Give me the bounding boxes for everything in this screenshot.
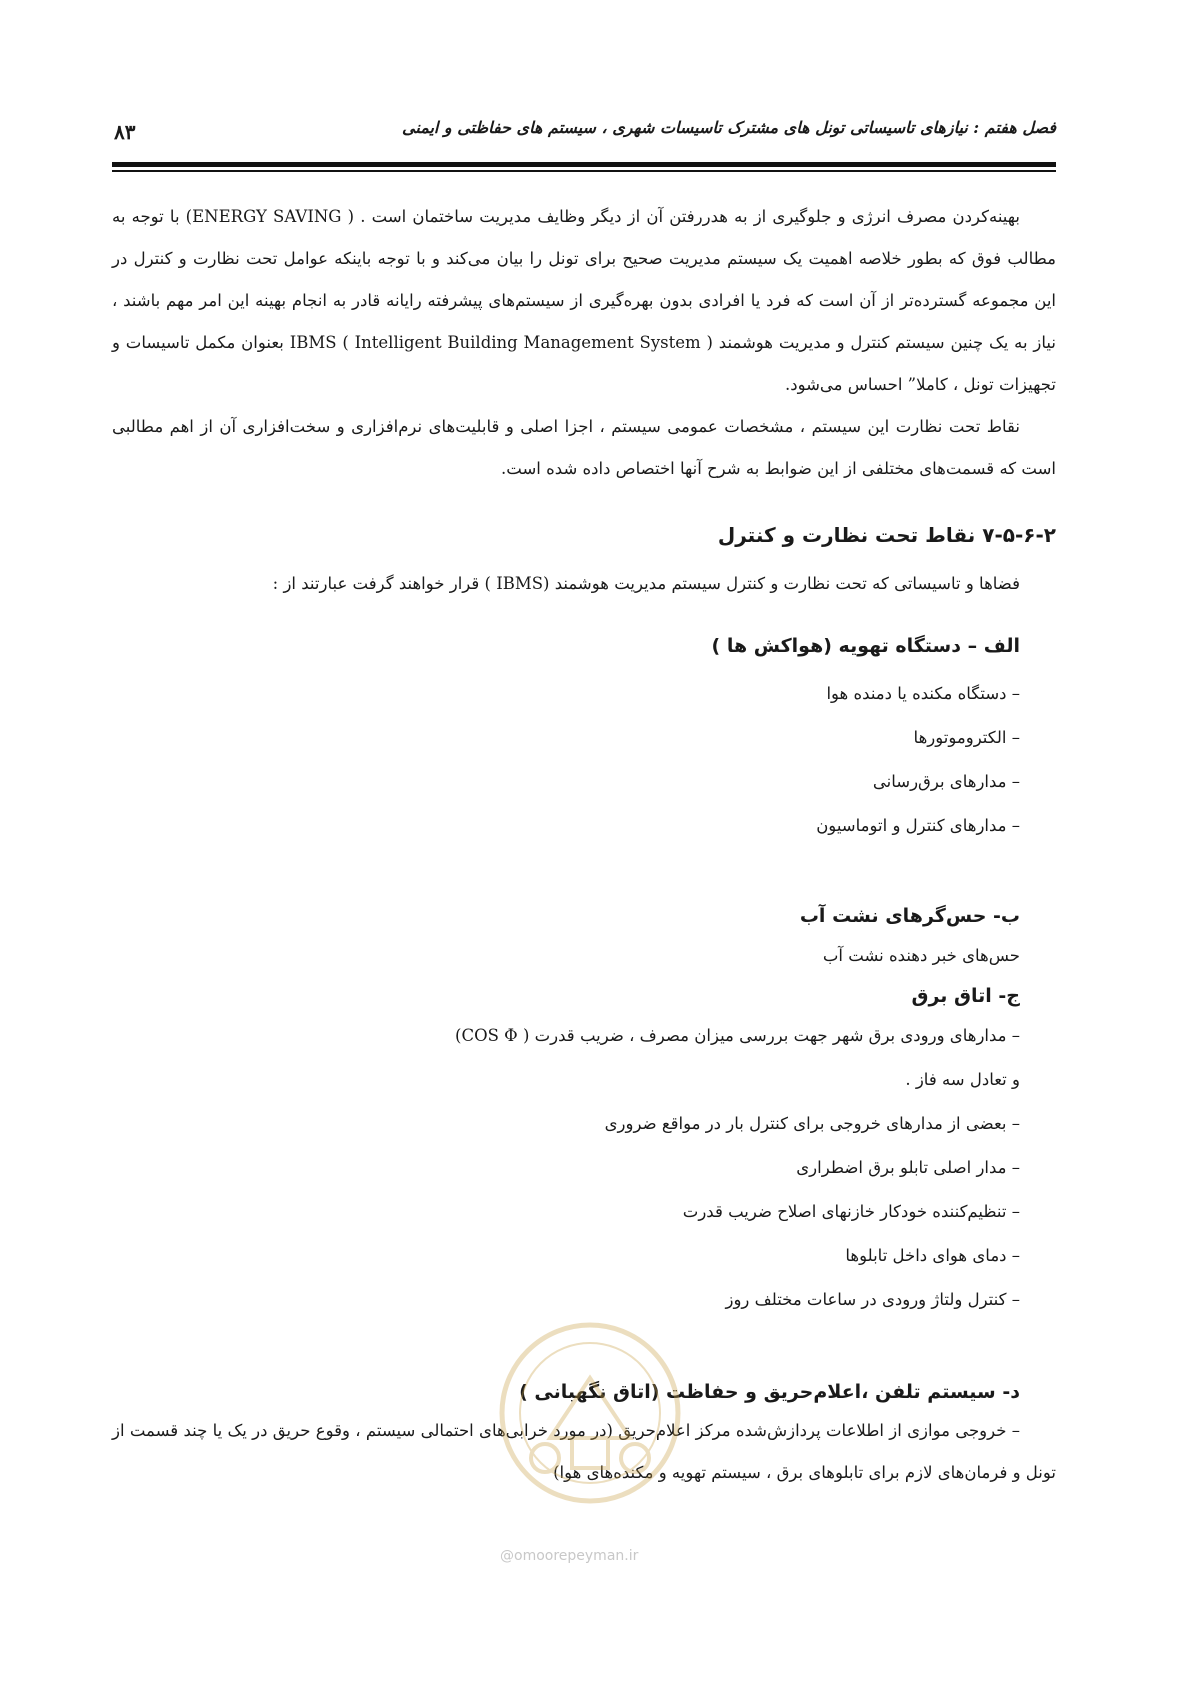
group-c-list (112, 1014, 1056, 1322)
page-body (112, 196, 1056, 1494)
group-d-heading: د- سیستم تلفن ،اعلام‌حریق و حفاظت (اتاق نگهبانی ) (519, 1381, 1020, 1403)
group-b-heading: ب- حس‌گرهای نشت آب (799, 905, 1020, 927)
watermark-logo-icon (490, 1318, 690, 1508)
list-item: – دمای هوای داخل تابلوها (845, 1246, 1020, 1265)
intro-paragraph-2: نقاط تحت نظارت این سیستم ، مشخصات عمومی سیستم ، اجزا اصلی و قابلیت‌های نرم‌افزاری و سخت‌افزاری آن از اهم مطالبی است که قسمت‌های مختلفی از این ضوابط به شرح آنها اختصاص داده شده است. (112, 417, 1056, 478)
group-d-text: – خروجی موازی از اطلاعات پردازش‌شده مرکز اعلام‌حریق (در مورد خرابی‌های احتمالی سیستم ، وقوع حریق در یک یا چند قسمت از تونل و فرمان‌های لازم برای تابلوهای برق ، سیستم تهویه و مکنده‌های هوا) (112, 1421, 1056, 1482)
list-item: – مدارهای کنترل و اتوماسیون (816, 816, 1020, 835)
list-item: – کنترل ولتاژ ورودی در ساعات مختلف روز (725, 1290, 1020, 1309)
list-item: – مدارهای ورودی برق شهر جهت بررسی میزان مصرف ، ضریب قدرت ( COS Φ) (455, 1026, 1020, 1045)
list-item: – مدارهای برق‌رسانی (872, 772, 1020, 791)
header-rule-thick (112, 162, 1056, 167)
page-number: ۸۳ (114, 120, 136, 144)
list-item: – مدار اصلی تابلو برق اضطراری (796, 1158, 1020, 1177)
list-item: – الکتروموتورها (913, 728, 1020, 747)
watermark-url: @omoorepeyman.ir (500, 1548, 639, 1564)
intro-paragraph-1: بهینه‌کردن مصرف انرژی و جلوگیری از به هدررفتن آن از دیگر وظایف مدیریت ساختمان است . ( ENERGY SAVING) با توجه به مطالب فوق که بطور خلاصه اهمیت یک سیستم مدیریت صحیح برای تونل را بیان می‌کند و با توجه باینکه عوامل تحت نظارت و کنترل در این مجموعه گسترده‌تر از آن است که فرد یا افرادی بدون بهره‌گیری از سیستم‌های پیشرفته رایانه قادر به انجام بهینه این امر مهم باشند ، نیاز به یک چنین سیستم کنترل و مدیریت هوشمند ( Intelligent Building Management System ) IBMS بعنوان مکمل تاسیسات و تجهیزات تونل ، کاملا” احساس می‌شود. (112, 207, 1056, 394)
section-intro: فضاها و تاسیساتی که تحت نظارت و کنترل سیستم مدیریت هوشمند (IBMS ) قرار خواهند گرفت عبارتند از : (272, 574, 1020, 593)
header-rule-thin (112, 170, 1056, 172)
list-item: – بعضی از مدارهای خروجی برای کنترل بار در مواقع ضروری (604, 1114, 1020, 1133)
list-item: – تنظیم‌کننده خودکار خازنهای اصلاح ضریب قدرت (682, 1202, 1020, 1221)
group-a-list (112, 672, 1056, 848)
section-heading: ۷-۵-۶-۲ نقاط تحت نظارت و کنترل (717, 523, 1056, 547)
running-title: فصل هفتم : نیازهای تاسیساتی تونل های مشترک تاسیسات شهری ، سیستم های حفاظتی و ایمنی (402, 118, 1056, 137)
page-header (112, 118, 1056, 148)
list-item: و تعادل سه فاز . (905, 1070, 1020, 1089)
list-item: – دستگاه مکنده یا دمنده هوا (826, 684, 1020, 703)
group-a-heading: الف – دستگاه تهویه (هواکش ها ) (711, 635, 1020, 657)
list-item: حس‌های خبر دهنده نشت آب (822, 946, 1020, 965)
group-c-heading: ج- اتاق برق (911, 985, 1020, 1007)
